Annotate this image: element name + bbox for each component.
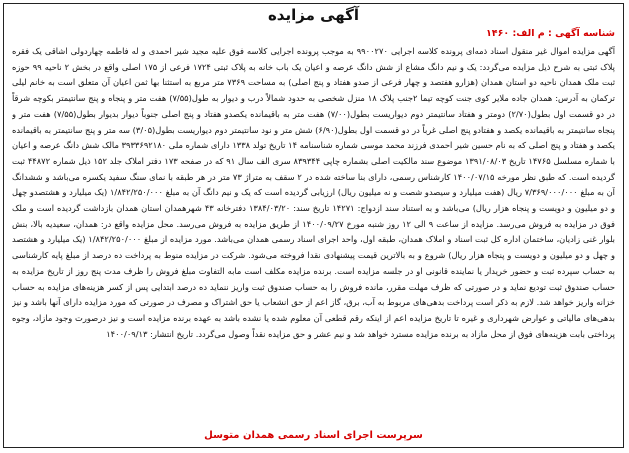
notice-title: آگهی مزایده (267, 6, 360, 24)
notice-body (12, 44, 615, 420)
notice-frame (3, 3, 624, 448)
notice-body-paragraph: آگهی مزایده اموال غیر منقول اسناد ذمه‌ای پرونده کلاسه اجرایی ۹۹۰۰۲۷۰ به موجب پرونده اجرایی کلاسه فوق علیه مجید شیر احمدی و له فاطمه چهاردولی اشاقی یک فقره پلاک ثبتی به شرح ذیل مزایده می‌گردد: یک و نیم دانگ مشاع از شش دانگ عرصه و اعیان یک باب خانه به پلاک ثبتی ۱۷۲۴ فرعی از ۱۷۵ اصلی واقع در بخش ۲ ناحیه ۹۹ حوزه ثبت ملک همدان ناحیه دو استان همدان (هزارو هفتصد و چهار فرعی از صدو هفتاد و پنج اصلی) به مساحت ۷۳۶۹ متر مربع به استثنا بها ثمن اعیان آن متعلق است به خانم لیلی ترکمان به آدرس: همدان جاده ملایر کوی جنت کوچه تیما ۲جنب پلاک ۱۸ منزل شخصی به حدود شمالاً درب و دیوار به طول(۷/۵۵) هفت متر و پنجاه و پنج سانتیمتر بکوچه شرقاً در دو قسمت اول بطول(۲/۷۰) دومتر و هفتاد سانتیمتر دوم دیواریست بطول(۷/۰۰) هفت متر به باقیمانده یکصدو هفتاد و پنج اصلی جنوباً دیوار بدیوار بطول(۷/۵۵) هفت متر و پنجاه سانتیمتر به باقیمانده یکصد و هفتادو پنج اصلی غرباً در دو قسمت اول بطول(۶/۹۰) شش متر و نود سانتیمتر دوم دیواریست بطول(۳/۰۵) سه متر و پنج سانتیمتر به باقیمانده یکصد و هفتاد و پنج اصلی که به نام حسین شیر احمدی فرزند محمد موسی شماره شناسنامه ۱۴ تاریخ تولد ۱۳۳۸ دارای شماره ملی ۳۹۳۳۶۹۲۱۸۰ مالک شش دانگ عرصه و اعیان با شماره مسلسل ۱۴۷۶۵ تاریخ ۱۳۹۱/۰۸/۰۳ موضوع سند مالکیت اصلی بشماره چاپی ۸۳۹۳۴۴ سری الف سال ۹۱ که در صفحه ۱۷۳ دفتر املاک جلد ۱۵۲ ذیل شماره ۴۴۸۷۲ ثبت گردیده است. که طبق نظر مورخه ۱۴۰۰/۰۷/۱۵ کارشناس رسمی، دارای بنا ساخته شده در ۲ سقف به متراژ ۷۳ متر در هر طبقه با نمای سنگ سفید یکسره می‌باشد و ششدانگ آن به مبلغ ۷/۳۶۹/۰۰۰/۰۰۰ ریال (هفت میلیارد و سیصدو شصت و نه میلیون ریال) ارزیابی گردیده است که یک و نیم دانگ آن به مبلغ ۱/۸۴۲/۲۵۰/۰۰۰ (یک میلیارد و هشتصدو چهل و دو میلیون و دویست و پنجاه هزار ریال) می‌باشد و به استناد سند ازدواج: ۱۴۲۷۱ تاریخ سند: ۱۳۸۴/۰۳/۲۰ دفترخانه ۴۳ شهرهمدان استان همدان بازداشت گردیده است و ملک فوق در مزایده به فروش می‌رسد. مزایده از ساعت ۹ الی ۱۲ روز شنبه مورخ ۱۴۰۰/۰۹/۲۷ از طریق مزایده به فروش می‌رسد. محل مزایده واقع در: همدان، سعیدیه بالا، بنش بلوار غنی زادیان، ساختمان اداره کل ثبت اسناد و املاک همدان، طبقه اول، واحد اجرای اسناد رسمی همدان می‌باشد. مورد مزایده از مبلغ ۱/۸۴۲/۲۵۰/۰۰۰ (یک میلیارد و هشتصد و چهل و دو میلیون و دویست و پنجاه هزار ریال) شروع و به بالاترین قیمت پیشنهادی نقدا فروخته می‌شود. شرکت در مزایده منوط به پرداخت ده درصد از مبلغ پایه کارشناسی به حساب سپرده ثبت و حضور خریدار یا نماینده قانونی او در جلسه مزایده است. برنده مزایده مکلف است مابه التفاوت مبلغ فروش را ظرف مدت پنج روز از تاریخ مزایده به حساب صندوق ثبت تودیع نماید و در صورتی که ظرف مهلت مقرر، مانده فروش را به حساب صندوق ثبت واریز ننماید ده درصد ابتدایی پس از کسر هزینه‌های مزایده به حساب خزانه واریز خواهد شد. لازم به ذکر است پرداخت بدهی‌های مربوط به آب، برق، گاز اعم از حق انشعاب یا حق اشتراک و مصرف در صورتی که مورد مزایده دارای آنها باشد و نیز بدهی‌های مالیاتی و عوارض شهرداری و غیره تا تاریخ مزایده اعم از اینکه رقم قطعی آن معلوم شده یا نشده باشد به عهده برنده مزایده است و نیز درصورت وجود مازاد، وجوه پرداختی بابت هزینه‌های فوق از محل مازاد به برنده مزایده مسترد خواهد شد و نیم عشر و حق مزایده نقداً وصول می‌گردد. تاریخ انتشار: ۱۴۰۰/۰۹/۱۳ (12, 46, 615, 339)
notice-signature: سرپرست اجرای اسناد رسمی همدان متوسل (204, 430, 423, 441)
notice-identifier: شناسه آگهی : م الف: ۱۴۶۰ (486, 28, 615, 39)
